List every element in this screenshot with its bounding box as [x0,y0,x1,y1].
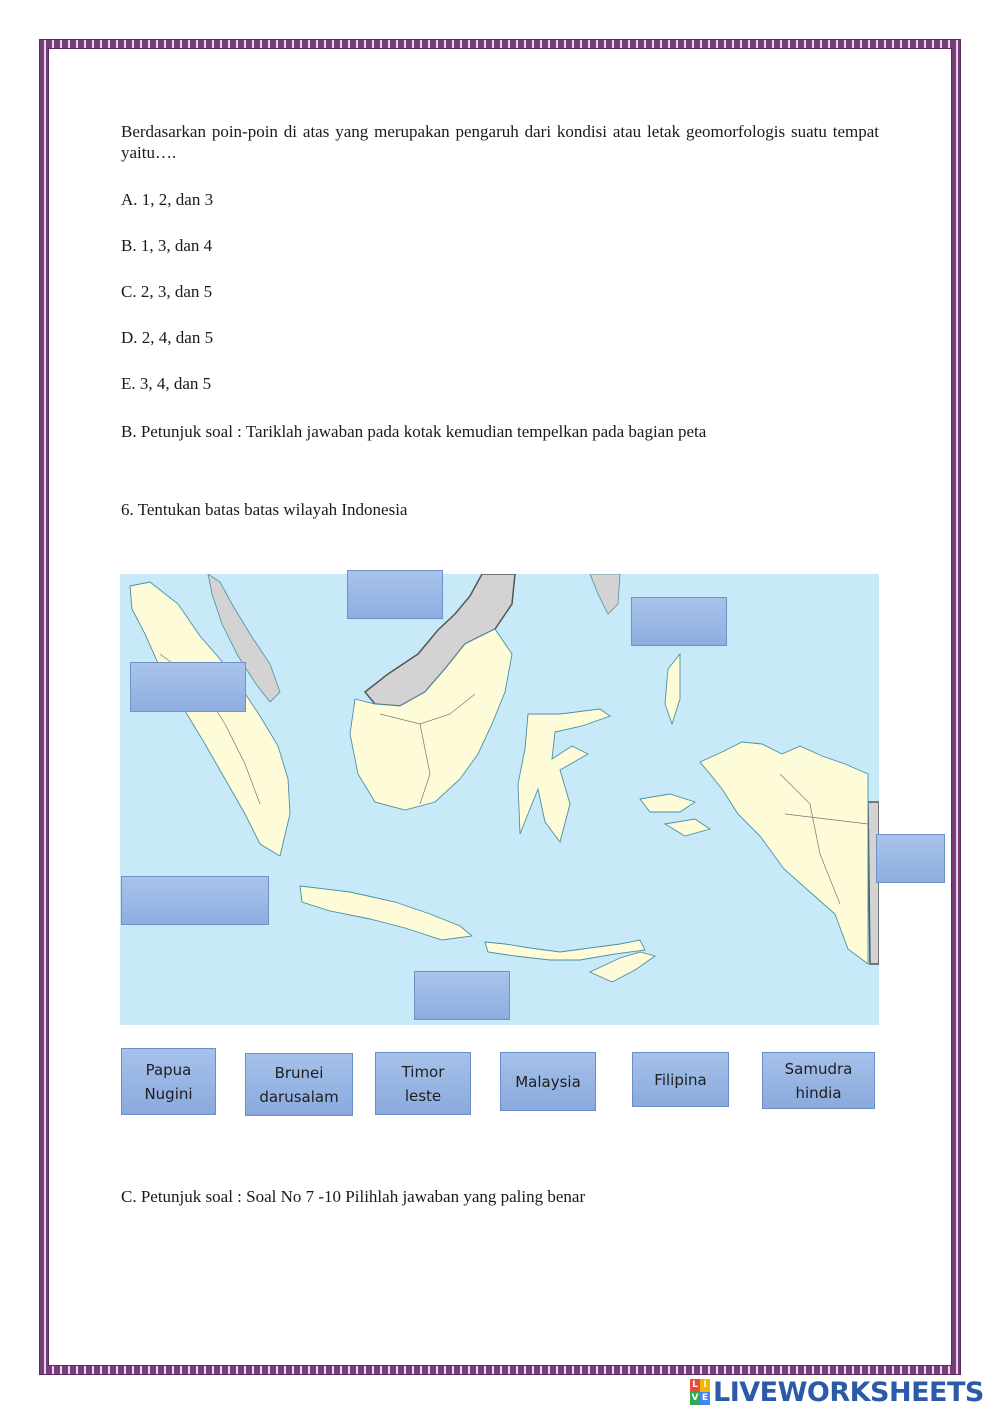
map-drawing [120,574,879,1025]
option-b[interactable]: B. 1, 3, dan 4 [121,236,213,255]
logo-mark-letter: I [700,1379,710,1392]
logo-mark-icon [690,1379,710,1405]
option-e[interactable]: E. 3, 4, dan 5 [121,374,212,393]
section-c-instruction: C. Petunjuk soal : Soal No 7 -10 Pilihlah jawaban yang paling benar [121,1187,586,1206]
liveworksheets-logo [690,1376,984,1408]
logo-mark-letter: E [701,1393,709,1403]
drop-box-north-borneo[interactable] [347,570,443,619]
drop-box-timor-leste[interactable] [414,971,510,1020]
drop-box-papua-nugini[interactable] [876,834,945,883]
answer-card-malaysia[interactable]: Malaysia [500,1052,596,1111]
option-d[interactable]: D. 2, 4, dan 5 [121,328,214,347]
brand-name: LIVEWORKSHEETS [713,1376,984,1408]
answer-card-timor-leste[interactable]: Timor leste [375,1052,471,1115]
section-b-instruction: B. Petunjuk soal : Tariklah jawaban pada kotak kemudian tempelkan pada bagian peta [121,422,707,441]
answer-card-filipina[interactable]: Filipina [632,1052,729,1107]
answer-card-brunei-darusalam[interactable]: Brunei darusalam [245,1053,353,1116]
logo-mark-letter: V [691,1393,699,1403]
answer-card-samudra-hindia[interactable]: Samudra hindia [762,1052,875,1109]
drop-box-malaysia[interactable] [130,662,246,712]
question-text: Berdasarkan poin-poin di atas yang merupakan pengaruh dari kondisi atau letak geomorfologis suatu tempat yaitu…. [121,122,879,162]
question-6-text: 6. Tentukan batas batas wilayah Indonesia [121,500,408,519]
indonesia-map [120,574,879,1025]
answer-card-papua-nugini[interactable]: Papua Nugini [121,1048,216,1115]
drop-box-philippines[interactable] [631,597,727,646]
option-c[interactable]: C. 2, 3, dan 5 [121,282,213,301]
drop-box-samudra-hindia[interactable] [121,876,269,925]
logo-mark-letter: L [690,1379,700,1392]
option-a[interactable]: A. 1, 2, dan 3 [121,190,214,209]
